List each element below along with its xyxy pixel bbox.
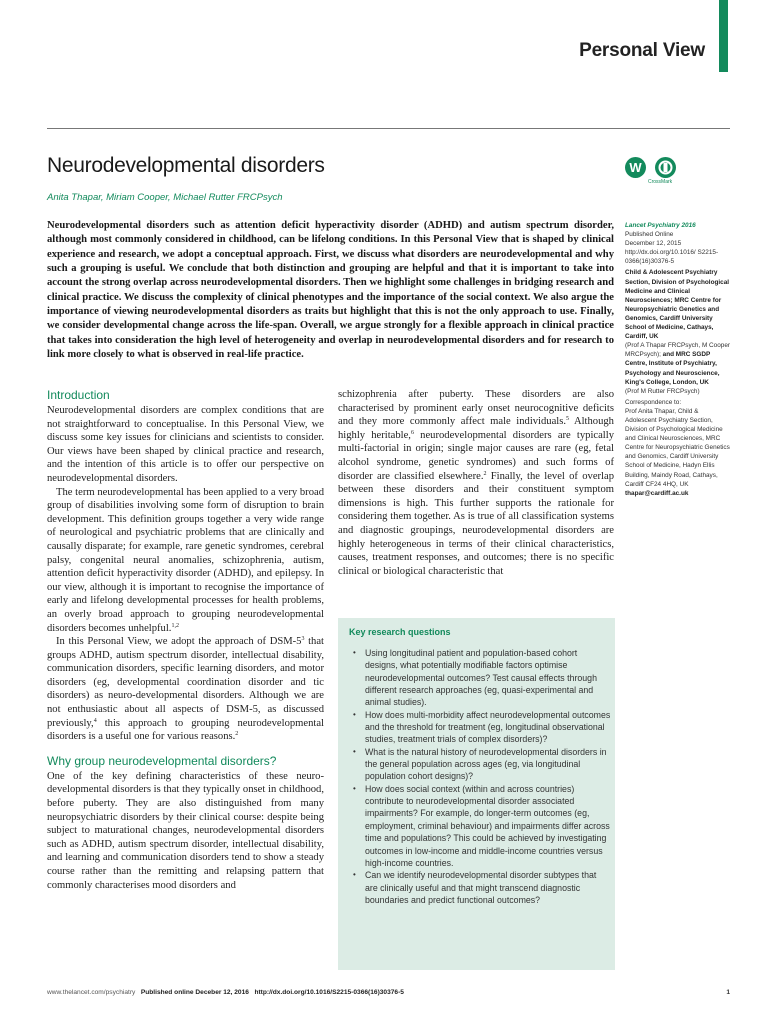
bullet-icon: • <box>353 648 356 657</box>
intro-paragraph-3 <box>47 635 324 744</box>
crossmark-icon[interactable] <box>655 157 676 178</box>
reference-marker[interactable]: 5 <box>566 416 570 423</box>
published-online-label: Published Online <box>625 231 674 239</box>
intro-paragraph-1: Neurodevelopmental disorders are complex conditions that are not straightforward to conceptualise. In this Personal View, we discuss some key issues for clinicians and scientists to consider. Our views have been shaped by clinical practice and research, and the intention of this article is to offer our perspective on neurodevelopmental disorders. <box>47 405 324 484</box>
intro-paragraph-2 <box>47 486 324 636</box>
list-item <box>349 647 611 709</box>
doi-link[interactable]: http://dx.doi.org/10.1016/ S2215-0366(16)30376-5 <box>625 249 719 266</box>
intro-paragraph-3-text-a: In this Personal View, we adopt the approach of DSM-5 <box>56 636 302 648</box>
list-item <box>349 746 611 783</box>
affiliation-cardiff-people: (Prof A Thapar FRCPsych, M Cooper MRCPsych); <box>625 342 731 359</box>
right-paragraph-text-c: neurodevelopmental disorders are typically multi-factorial in origin; single major causes are rare (eg, fetal alcohol syndrome, genetic syndromes) and such forms of disorder are classified elsewhere. <box>338 429 614 482</box>
section-color-bar <box>719 0 728 72</box>
list-item-text: How does multi-morbidity affect neurodevelopmental outcomes and the threshold for treatment (eg, longitudinal observational studies, treatment trials of complex disorders)? <box>365 709 611 745</box>
page-footer <box>47 989 730 996</box>
reference-marker[interactable]: 4 <box>93 717 97 724</box>
reference-marker[interactable]: 6 <box>410 429 414 436</box>
list-item-text: What is the natural history of neurodevelopmental disorders in the general population across ages (eg, via longitudinal population cohort designs)? <box>365 746 607 782</box>
published-date: December 12, 2015 <box>625 240 682 248</box>
affiliations <box>625 268 731 395</box>
right-paragraph-text-a: schizophrenia after puberty. These disorders are also characterised by prominent early onset neurocognitive deficits and they more commonly affect male individuals. <box>338 389 614 428</box>
right-paragraph-text-d: Finally, the level of overlap between these disorders and their constituent symptom dimensions is high. This further supports the rationale for considering them together. As is true of all classification systems and diagnostic groupings, neurodevelopmental disorders are highly heterogeneous in terms of their clinical characteristics, causes, treatment responses, and outcomes; there is no specific clinical or biological characteristic that <box>338 470 614 577</box>
list-item-text: How does social context (within and across countries) contribute to neurodevelopmental disorder associated impairments? For example, do longer-term outcomes (eg, employment, criminal behaviour) and impairments differ across time and populations? This could be achieved by investigating outcomes in low-income and middle-income countries versus high-income countries. <box>365 783 610 868</box>
footer-doi-link[interactable]: http://dx.doi.org/10.1016/S2215-0366(16)30376-5 <box>254 989 404 996</box>
bullet-icon: • <box>353 783 356 793</box>
open-access-icon[interactable]: W <box>625 157 646 178</box>
affiliation-kings: MRC SGDP Centre, Institute of Psychiatry, Psychology and Neuroscience, King's College, London, UK <box>625 351 720 386</box>
article-authors: Anita Thapar, Miriam Cooper, Michael Rutter FRCPsych <box>47 192 283 203</box>
list-item-text: Can we identify neurodevelopmental disorder subtypes that are clinically useful and that might transcend diagnostic boundaries and predict functional outcomes? <box>365 870 597 905</box>
section-label: Personal View <box>579 40 705 61</box>
affiliation-cardiff: Child & Adolescent Psychiatry Section, Division of Psychological Medicine and Clinical Neurosciences; MRC Centre for Neuropsychiatric Genetics and Genomics, Cardiff University School of Medicine, Cathays, Cardiff, UK <box>625 269 730 341</box>
intro-paragraph-3-text-b: that groups ADHD, autism spectrum disorder, intellectual disability, communication disorders, specific learning disorders, and motor disorders (eg, developmental coordination disorder and tic disorders) as neuro-developmental disorders. Although we are not enthusiastic about all aspects of DSM-5, as discussed previously, <box>47 636 324 729</box>
reference-marker[interactable]: 2 <box>483 470 487 477</box>
journal-citation: Lancet Psychiatry 2016 <box>625 222 696 229</box>
correspondence-label: Correspondence to: <box>625 398 682 406</box>
article-title: Neurodevelopmental disorders <box>47 154 325 177</box>
footer-site-link[interactable]: www.thelancet.com/psychiatry <box>47 989 136 996</box>
introduction-heading: Introduction <box>47 388 110 402</box>
crossmark-label: CrossMark <box>648 179 673 185</box>
bullet-icon: • <box>353 746 356 756</box>
affiliation-and: and <box>660 351 676 359</box>
article-logos <box>625 153 685 189</box>
crossmark-bookmark-icon <box>655 157 676 178</box>
affiliation-kings-people: (Prof M Rutter FRCPsych) <box>625 387 700 395</box>
correspondence-email[interactable]: thapar@cardiff.ac.uk <box>625 489 689 497</box>
right-paragraph-1 <box>338 388 614 578</box>
footer-published: Published online Deceber 12, 2016 <box>140 989 249 996</box>
panel-heading: Key research questions <box>349 627 451 637</box>
correspondence <box>625 398 731 498</box>
reference-marker[interactable]: 3 <box>301 636 305 643</box>
right-paragraph-text-b: Although highly heritable, <box>338 416 614 441</box>
article-sidebar <box>625 221 731 500</box>
list-item-text: Using longitudinal patient and population-based cohort designs, what potentially modifiable factors optimise neurodevelopmental outcomes? Test causal effects through different research approaches (eg, quasi-experimental and animal studies). <box>365 648 597 708</box>
intro-paragraph-2-text: The term neurodevelopmental has been applied to a very broad group of disabilities involving some form of disruption to brain development. This definition groups together a very wide range of neurological and psychiatric problems that are clinically and causally disparate; for example, rare genetic syndromes, cerebral palsy, congenital neural anomalies, schizophrenia, autism, attention deficit hyperactivity disorder (ADHD), and epilepsy. In our view, although it is important to recognise the importance of early and lifelong developmental processes for health problems, an overly broad approach to grouping neurodevelopmental disorders becomes unhelpful. <box>47 486 324 634</box>
list-item <box>349 709 611 746</box>
page-number: 1 <box>726 989 730 996</box>
body-column-right <box>338 388 614 578</box>
article-abstract: Neurodevelopmental disorders such as attention deficit hyperactivity disorder (ADHD) and autism spectrum disorder, although most commonly considered in childhood, can be lifelong conditions. In this Personal View that is shaped by clinical experience and research, we adopt a conceptual approach. First, we discuss what disorders are neurodevelopmental and why such a grouping is useful. We conclude that both distinction and grouping are helpful and that it is important to take into account the strong overlap across neurodevelopmental disorders. Then we highlight some challenges in bridging research and clinical practice. We discuss the complexity of clinical phenotypes and the importance of the social context. We also argue the importance of viewing neurodevelopmental disorders as traits but highlight that this is not the only approach to use. Finally, we consider developmental change across the life-span. Overall, we argue strongly for a flexible approach in clinical practice that takes into consideration the high level of heterogeneity and overlap in neurodevelopmental disorders and for research to link more closely to what is observed in real-life practice. <box>47 220 614 361</box>
why-group-heading: Why group neurodevelopmental disorders? <box>47 753 277 768</box>
reference-marker[interactable]: 1,2 <box>171 622 179 629</box>
list-item <box>349 869 611 906</box>
bullet-icon: • <box>353 709 356 719</box>
header-divider <box>47 128 730 129</box>
key-research-questions-panel <box>338 618 615 970</box>
bullet-icon: • <box>353 870 356 880</box>
reference-marker[interactable]: 2 <box>235 731 239 738</box>
list-item <box>349 783 611 869</box>
intro-paragraph-3-text-c: this approach to grouping neurodevelopmental disorders is a useful one for various reasons. <box>47 717 324 743</box>
publication-info <box>625 230 731 266</box>
research-question-list <box>349 647 611 906</box>
why-paragraph-1: One of the key defining characteristics of these neuro-developmental disorders is that they typically onset in childhood, before puberty. They are also distinguished from many neuropsychiatric disorders by their clinical course: despite being subject to maturational changes, neurodevelopmental disorders such as ADHD, autism spectrum disorder, intellectual disability, and learning and communication disorders tend to show a steady course rather than the remitting and relapsing pattern that commonly characterises mood disorders and <box>47 770 324 891</box>
body-column-left <box>47 388 324 892</box>
correspondence-address: Prof Anita Thapar, Child & Adolescent Psychiatry Section, Division of Psychological Medicine and Clinical Neurosciences, MRC Centre for Neuropsychiatric Genetics and Genomics, Cardiff University School of Medicine, Hadyn Ellis Building, Maindy Road, Cathays, Cardiff CF24 4HQ, UK <box>625 407 730 488</box>
